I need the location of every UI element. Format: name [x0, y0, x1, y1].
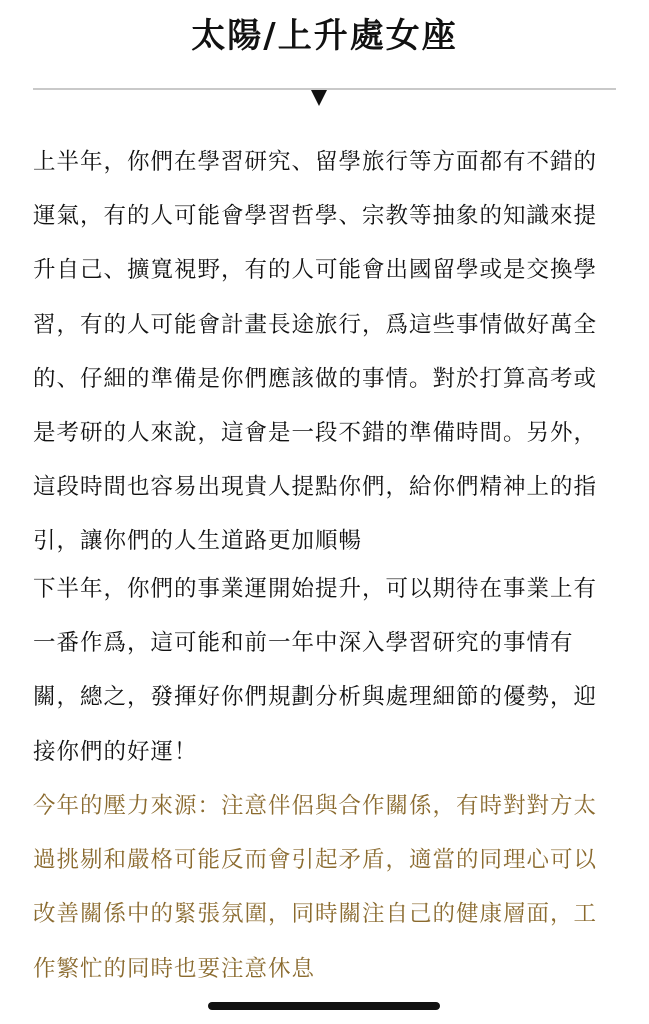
page-title: 太陽/上升處女座: [191, 16, 458, 56]
paragraph-second-half-year: 下半年，你們的事業運開始提升，可以期待在事業上有一番作爲，這可能和前一年中深入學習研究的事情有關，總之，發揮好你們規劃分析與處理細節的優勢，迎接你們的好運！: [33, 576, 598, 765]
paragraph-stress-source: 今年的壓力來源：注意伴侶與合作關係，有時對對方太過挑剔和嚴格可能反而會引起矛盾，適當的同理心可以改善關係中的緊張氛圍，同時關注自己的健康層面，工作繁忙的同時也要注意休息: [33, 793, 598, 982]
triangle-down-icon: [311, 90, 327, 106]
paragraph-first-half-year: 上半年，你們在學習研究、留學旅行等方面都有不錯的運氣，有的人可能會學習哲學、宗教等抽象的知識來提升自己、擴寬視野，有的人可能會出國留學或是交換學習，有的人可能會計畫長途旅行，爲這些事情做好萬全的、仔細的準備是你們應該做的事情。對於打算高考或是考研的人來說，這會是一段不錯的準備時間。另外，這段時間也容易出現貴人提點你們，給你們精神上的指引，讓你們的人生道路更加順暢: [33, 149, 598, 555]
home-indicator[interactable]: [208, 1002, 440, 1010]
